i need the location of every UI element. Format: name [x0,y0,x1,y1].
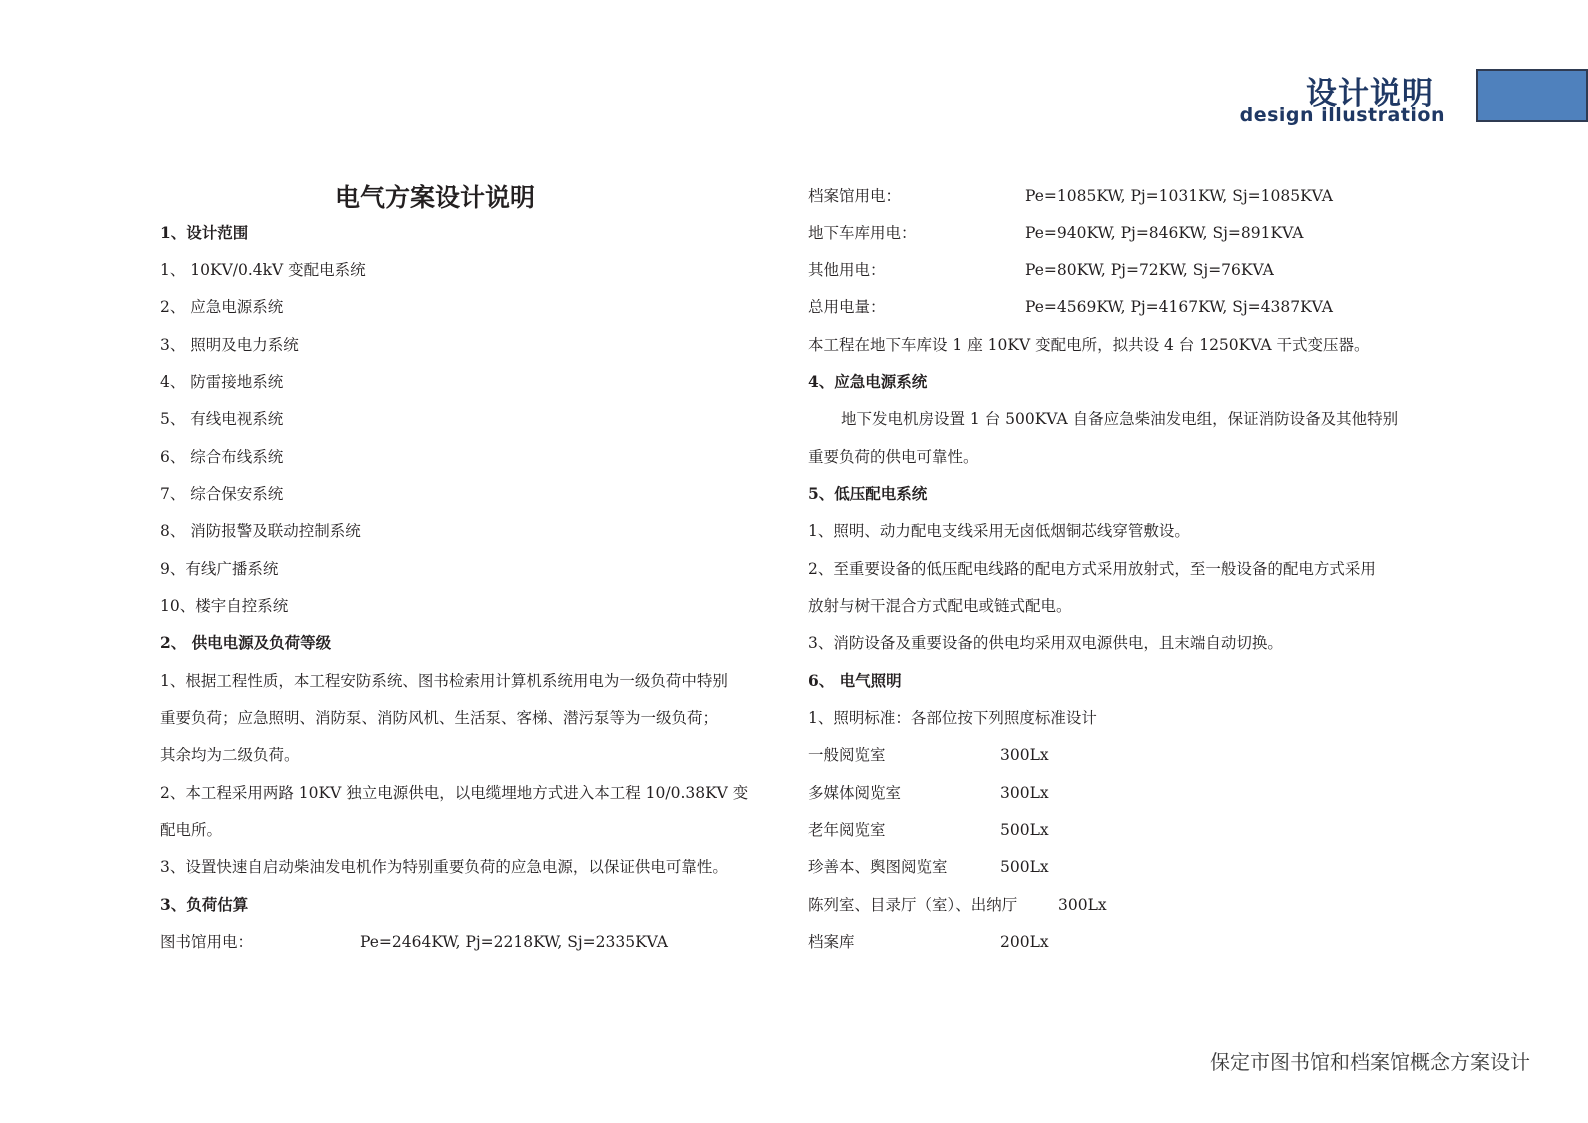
paragraph-line: 其余均为二级负荷。 [160,746,300,764]
lux-room: 老年阅览室 [808,821,886,839]
lux-value: 500Lx [1000,858,1049,876]
load-value: Pe=1085KW, Pj=1031KW, Sj=1085KVA [1025,187,1333,205]
section-3-heading: 3、负荷估算 [160,895,249,914]
scope-item: 3、 照明及电力系统 [160,336,299,354]
load-value: Pe=4569KW, Pj=4167KW, Sj=4387KVA [1025,298,1333,316]
paragraph-line: 1、根据工程性质，本工程安防系统、图书检索用计算机系统用电为一级负荷中特别 [160,672,728,690]
lux-value: 300Lx [1000,784,1049,802]
header-subtitle: design illustration [1239,104,1445,126]
scope-item: 5、 有线电视系统 [160,410,284,428]
load-label: 档案馆用电： [808,187,902,205]
section-6-heading: 6、 电气照明 [808,671,902,690]
load-value: Pe=80KW, Pj=72KW, Sj=76KVA [1025,261,1274,279]
lux-value: 300Lx [1000,746,1049,764]
paragraph-line: 放射与树干混合方式配电或链式配电。 [808,597,1072,615]
transformer-note: 本工程在地下车库设 1 座 10KV 变配电所，拟共设 4 台 1250KVA 干式变压器。 [808,336,1370,354]
lux-value: 500Lx [1000,821,1049,839]
scope-item: 1、 10KV/0.4kV 变配电系统 [160,261,366,279]
section-4-heading: 4、应急电源系统 [808,372,928,391]
lux-room: 多媒体阅览室 [808,784,902,802]
footer-project-name: 保定市图书馆和档案馆概念方案设计 [1210,1050,1530,1074]
lux-value: 200Lx [1000,933,1049,951]
lux-room: 陈列室、目录厅（室）、出纳厅 [808,896,1018,914]
scope-item: 8、 消防报警及联动控制系统 [160,522,361,540]
load-row-library [160,932,253,952]
document-title: 电气方案设计说明 [335,183,536,212]
load-label: 地下车库用电： [808,224,917,242]
load-value: Pe=940KW, Pj=846KW, Sj=891KVA [1025,224,1304,242]
paragraph-line: 1、照明、动力配电支线采用无卤低烟铜芯线穿管敷设。 [808,522,1190,540]
section-1-heading: 1、设计范围 [160,223,249,242]
scope-item: 4、 防雷接地系统 [160,373,284,391]
scope-item: 2、 应急电源系统 [160,298,284,316]
section-5-heading: 5、低压配电系统 [808,484,928,503]
paragraph-line: 重要负荷的供电可靠性。 [808,448,979,466]
paragraph-line: 配电所。 [160,821,223,839]
paragraph-line: 3、消防设备及重要设备的供电均采用双电源供电，且末端自动切换。 [808,634,1283,652]
load-label: 总用电量： [808,298,886,316]
load-label: 其他用电： [808,261,886,279]
section-2-heading: 2、 供电电源及负荷等级 [160,633,332,652]
paragraph-line: 地下发电机房设置 1 台 500KVA 自备应急柴油发电组，保证消防设备及其他特别 [841,410,1399,428]
scope-item: 10、楼宇自控系统 [160,597,289,615]
lux-value: 300Lx [1058,896,1107,914]
lux-room: 一般阅览室 [808,746,886,764]
paragraph-line: 3、设置快速自启动柴油发电机作为特别重要负荷的应急电源，以保证供电可靠性。 [160,858,728,876]
paragraph-line: 2、至重要设备的低压配电线路的配电方式采用放射式，至一般设备的配电方式采用 [808,560,1376,578]
scope-item: 6、 综合布线系统 [160,448,284,466]
lighting-intro: 1、照明标准：各部位按下列照度标准设计 [808,709,1097,727]
lux-room: 珍善本、舆图阅览室 [808,858,948,876]
header-accent-block [1476,69,1588,122]
load-value: Pe=2464KW, Pj=2218KW, Sj=2335KVA [360,933,668,951]
paragraph-line: 2、本工程采用两路 10KV 独立电源供电，以电缆埋地方式进入本工程 10/0.38KV 变 [160,784,749,802]
load-label: 图书馆用电： [160,933,254,951]
scope-item: 9、有线广播系统 [160,560,279,578]
scope-item: 7、 综合保安系统 [160,485,284,503]
lux-room: 档案库 [808,933,855,951]
paragraph-line: 重要负荷；应急照明、消防泵、消防风机、生活泵、客梯、潜污泵等为一级负荷； [160,709,719,727]
header-title: 设计说明 [1306,76,1434,112]
